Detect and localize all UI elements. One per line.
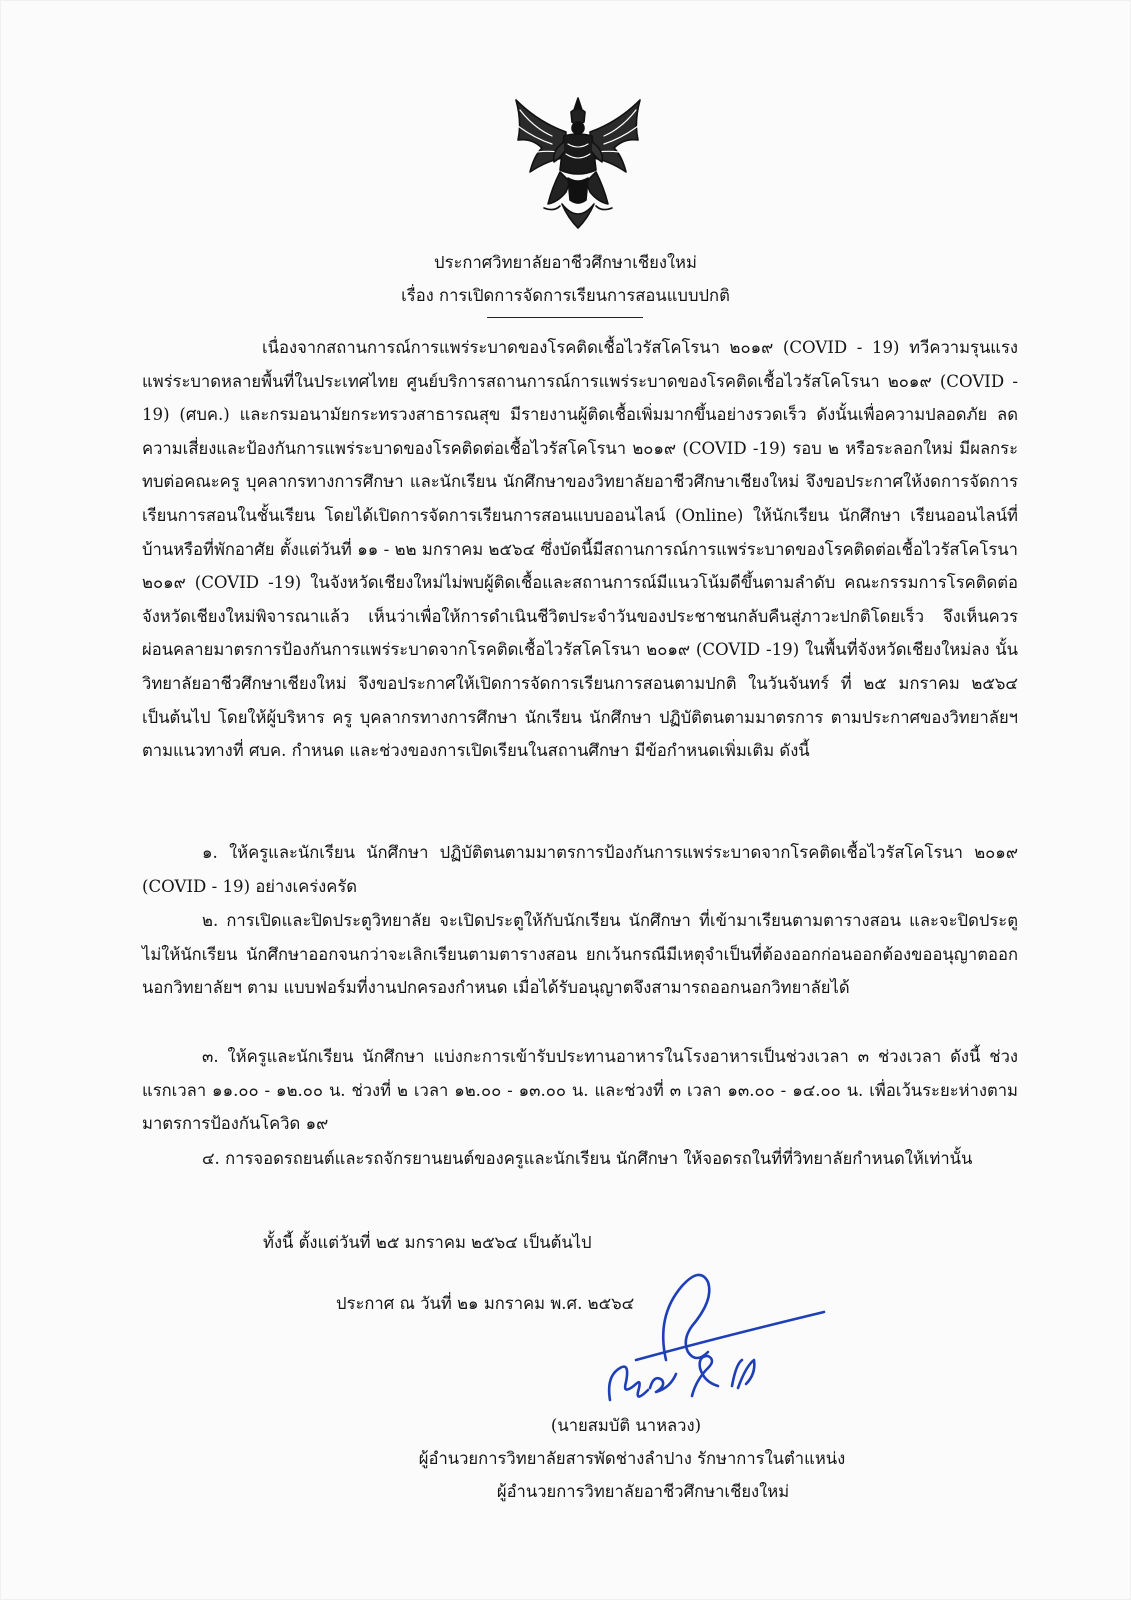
item-4 — [142, 1142, 1018, 1176]
garuda-emblem-icon — [508, 92, 648, 232]
announcement-title: ประกาศวิทยาลัยอาชีวศึกษาเชียงใหม่ — [434, 253, 697, 272]
signer-position-line-2: ผู้อำนวยการวิทยาลัยอาชีวศึกษาเชียงใหม่ — [496, 1482, 790, 1501]
signature-icon — [596, 1256, 832, 1414]
intro-text: เนื่องจากสถานการณ์การแพร่ระบาดของโรคติดเชื้อไวรัสโคโรนา ๒๐๑๙ (COVID - 19) ทวีความรุนแรงแพร่ระบาดหลายพื้นที่ในประเทศไทย ศูนย์บริการสถานการณ์การแพร่ระบาดของโรคติดเชื้อไวรัสโคโรนา ๒๐๑๙ (COVID - 19) (ศบค.) และกรมอนามัยกระทรวงสาธารณสุข มีรายงานผู้ติดเชื้อเพิ่มมากขึ้นอย่างรวดเร็ว ดังนั้นเพื่อความปลอดภัย ลดความเสี่ยงและป้องกันการแพร่ระบาดของโรคติดต่อเชื้อไวรัสโคโรนา ๒๐๑๙ (COVID -19) รอบ ๒ หรือระลอกใหม่ มีผลกระทบต่อคณะครู บุคลากรทางการศึกษา และนักเรียน นักศึกษาของวิทยาลัยอาชีวศึกษาเชียงใหม่ จึงขอประกาศให้งดการจัดการเรียนการสอนในชั้นเรียน โดยได้เปิดการจัดการเรียนการสอนแบบออนไลน์ (Online) ให้นักเรียน นักศึกษา เรียนออนไลน์ที่บ้านหรือที่พักอาศัย ตั้งแต่วันที่ ๑๑ - ๒๒ มกราคม ๒๕๖๔ ซึ่งบัดนี้มีสถานการณ์การแพร่ระบาดของโรคติดต่อเชื้อไวรัสโคโรนา ๒๐๑๙ (COVID -19) ในจังหวัดเชียงใหม่ไม่พบผู้ติดเชื้อและสถานการณ์มีแนวโน้มดีขึ้นตามลำดับ คณะกรรมการโรคติดต่อจังหวัดเชียงใหม่พิจารณาแล้ว เห็นว่าเพื่อให้การดำเนินชีวิตประจำวันของประชาชนกลับคืนสู่ภาวะปกติโดยเร็ว จึงเห็นควรผ่อนคลายมาตรการป้องกันการแพร่ระบาดจากโรคติดเชื้อไวรัสโคโรนา ๒๐๑๙ (COVID -19) ในพื้นที่จังหวัดเชียงใหม่ลง นั้น วิทยาลัยอาชีวศึกษาเชียงใหม่ จึงขอประกาศให้เปิดการจัดการเรียนการสอนตามปกติ ในวันจันทร์ ที่ ๒๕ มกราคม ๒๕๖๔ เป็นต้นไป โดยให้ผู้บริหาร ครู บุคลากรทางการศึกษา นักเรียน นักศึกษา ปฏิบัติตนตามมาตรการ ตามประกาศของวิทยาลัยฯ ตามแนวทางที่ ศบค. กำหนด และช่วงของการเปิดเรียนในสถานศึกษา มีข้อกำหนดเพิ่มเติม ดังนี้ — [142, 338, 1018, 761]
announcement-subject: เรื่อง การเปิดการจัดการเรียนการสอนแบบปกติ — [401, 286, 730, 305]
signer-position-line-1: ผู้อำนวยการวิทยาลัยสารพัดช่างลำปาง รักษาการในตำแหน่ง — [418, 1449, 846, 1468]
intro-paragraph — [142, 331, 1018, 768]
title-divider — [487, 317, 643, 318]
effective-date: ทั้งนี้ ตั้งแต่วันที่ ๒๕ มกราคม ๒๕๖๔ เป็นต้นไป — [263, 1233, 592, 1252]
item-3 — [142, 1040, 1018, 1141]
item-1-text: ๑. ให้ครูและนักเรียน นักศึกษา ปฏิบัติตนตามมาตรการป้องกันการแพร่ระบาดจากโรคติดเชื้อไวรัสโคโรนา ๒๐๑๙ (COVID - 19) อย่างเคร่งครัด — [142, 843, 1018, 896]
item-2 — [142, 904, 1018, 1005]
item-1 — [142, 836, 1018, 903]
item-2-text: ๒. การเปิดและปิดประตูวิทยาลัย จะเปิดประตูให้กับนักเรียน นักศึกษา ที่เข้ามาเรียนตามตารางสอน และจะปิดประตูไม่ให้นักเรียน นักศึกษาออกจนกว่าจะเลิกเรียนตามตารางสอน ยกเว้นกรณีมีเหตุจำเป็นที่ต้องออกก่อนออกต้องขออนุญาตออกนอกวิทยาลัยฯ ตาม แบบฟอร์มที่งานปกครองกำหนด เมื่อได้รับอนุญาตจึงสามารถออกนอกวิทยาลัยได้ — [142, 911, 1018, 998]
item-4-text: ๔. การจอดรถยนต์และรถจักรยานยนต์ของครูและนักเรียน นักศึกษา ให้จอดรถในที่ที่วิทยาลัยกำหนดให้เท่านั้น — [202, 1149, 973, 1168]
announcement-date: ประกาศ ณ วันที่ ๒๑ มกราคม พ.ศ. ๒๕๖๔ — [336, 1294, 635, 1313]
signer-name: (นายสมบัติ นาหลวง) — [550, 1416, 702, 1435]
item-3-text: ๓. ให้ครูและนักเรียน นักศึกษา แบ่งกะการเข้ารับประทานอาหารในโรงอาหารเป็นช่วงเวลา ๓ ช่วงเวลา ดังนี้ ช่วงแรกเวลา ๑๑.๐๐ - ๑๒.๐๐ น. ช่วงที่ ๒ เวลา ๑๒.๐๐ - ๑๓.๐๐ น. และช่วงที่ ๓ เวลา ๑๓.๐๐ - ๑๔.๐๐ น. เพื่อเว้นระยะห่างตามมาตรการป้องกันโควิด ๑๙ — [142, 1047, 1018, 1134]
